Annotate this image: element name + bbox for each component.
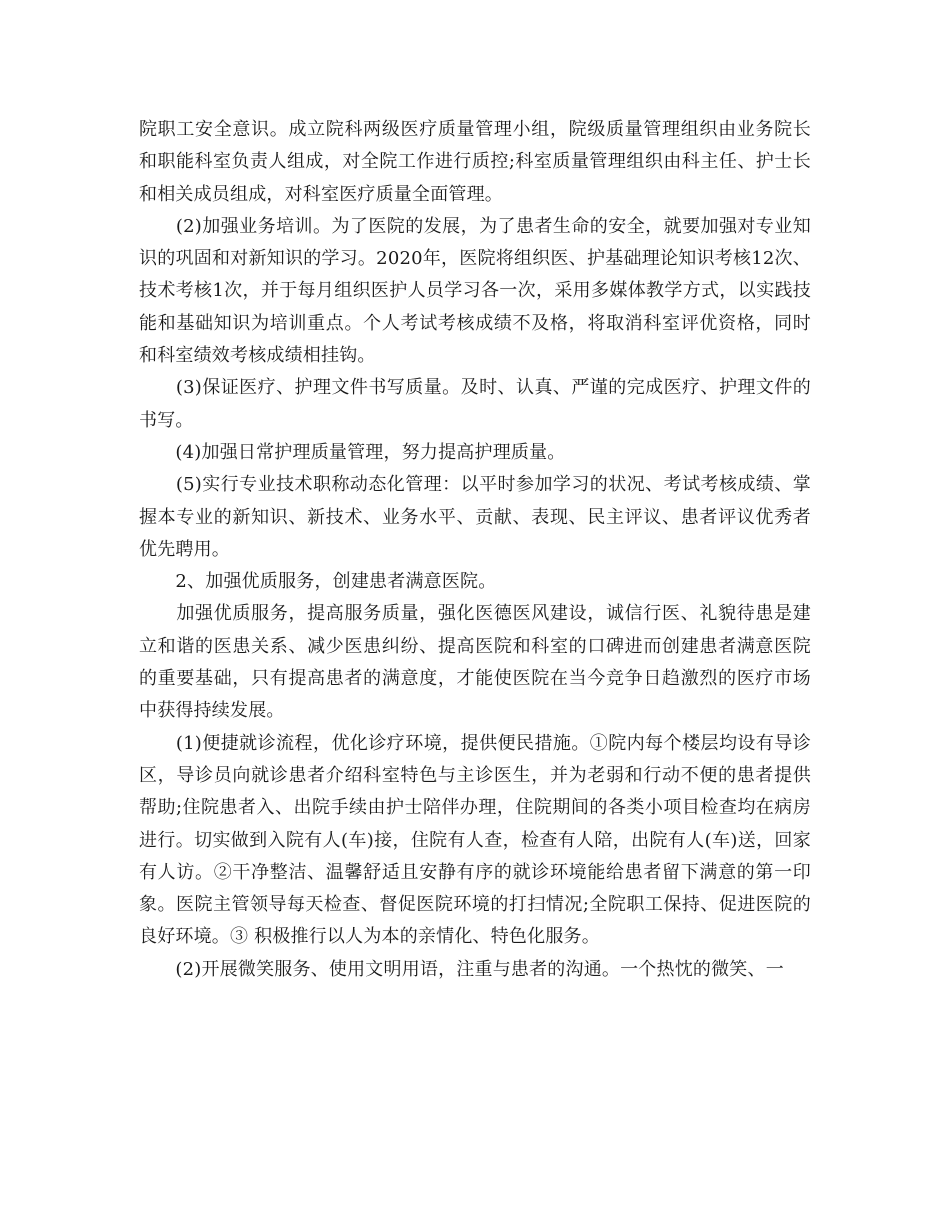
paragraph-4: (4)加强日常护理质量管理，努力提高护理质量。 [139,441,566,463]
paragraph-7: 加强优质服务，提高服务质量，强化医德医风建设，诚信行医、礼貌待患是建立和谐的医患关系、减少医患纠纷、提高医院和科室的口碑进而创建患者满意医院的重要基础，只有提高患者的满意度，才能使医院在当今竞争日趋激烈的医疗市场中获得持续发展。 [139,603,811,722]
paragraph-8: (1)便捷就诊流程，优化诊疗环境，提供便民措施。①院内每个楼层均设有导诊区，导诊员向就诊患者介绍科室特色与主诊医生，并为老弱和行动不便的患者提供帮助;住院患者入、出院手续由护士陪伴办理，住院期间的各类小项目检查均在病房进行。切实做到入院有人(车)接，住院有人查，检查有人陪，出院有人(车)送，回家有人访。②干净整洁、温馨舒适且安静有序的就诊环境能给患者留下满意的第一印象。医院主管领导每天检查、督促医院环境的打扫情况;全院职工保持、促进医院的良好环境。③ 积极推行以人为本的亲情化、特色化服务。 [139,732,811,948]
paragraph-3: (3)保证医疗、护理文件书写质量。及时、认真、严谨的完成医疗、护理文件的书写。 [139,377,811,431]
paragraph-9: (2)开展微笑服务、使用文明用语，注重与患者的沟通。一个热忱的微笑、一 [139,958,784,980]
paragraph-1: 院职工安全意识。成立院科两级医疗质量管理小组，院级质量管理组织由业务院长和职能科室负责人组成，对全院工作进行质控;科室质量管理组织由科主任、护士长和相关成员组成，对科室医疗质量全面管理。 [139,119,811,205]
paragraph-2: (2)加强业务培训。为了医院的发展，为了患者生命的安全，就要加强对专业知识的巩固和对新知识的学习。2020年，医院将组织医、护基础理论知识考核12次、技术考核1次，并于每月组织医护人员学习各一次，采用多媒体教学方式，以实践技能和基础知识为培训重点。个人考试考核成绩不及格，将取消科室评优资格，同时和科室绩效考核成绩相挂钩。 [139,215,811,367]
document-body [139,114,811,986]
section-heading: 2、加强优质服务，创建患者满意医院。 [139,571,497,593]
paragraph-5: (5)实行专业技术职称动态化管理：以平时参加学习的状况、考试考核成绩、掌握本专业的新知识、新技术、业务水平、贡献、表现、民主评议、患者评议优秀者优先聘用。 [139,474,811,560]
